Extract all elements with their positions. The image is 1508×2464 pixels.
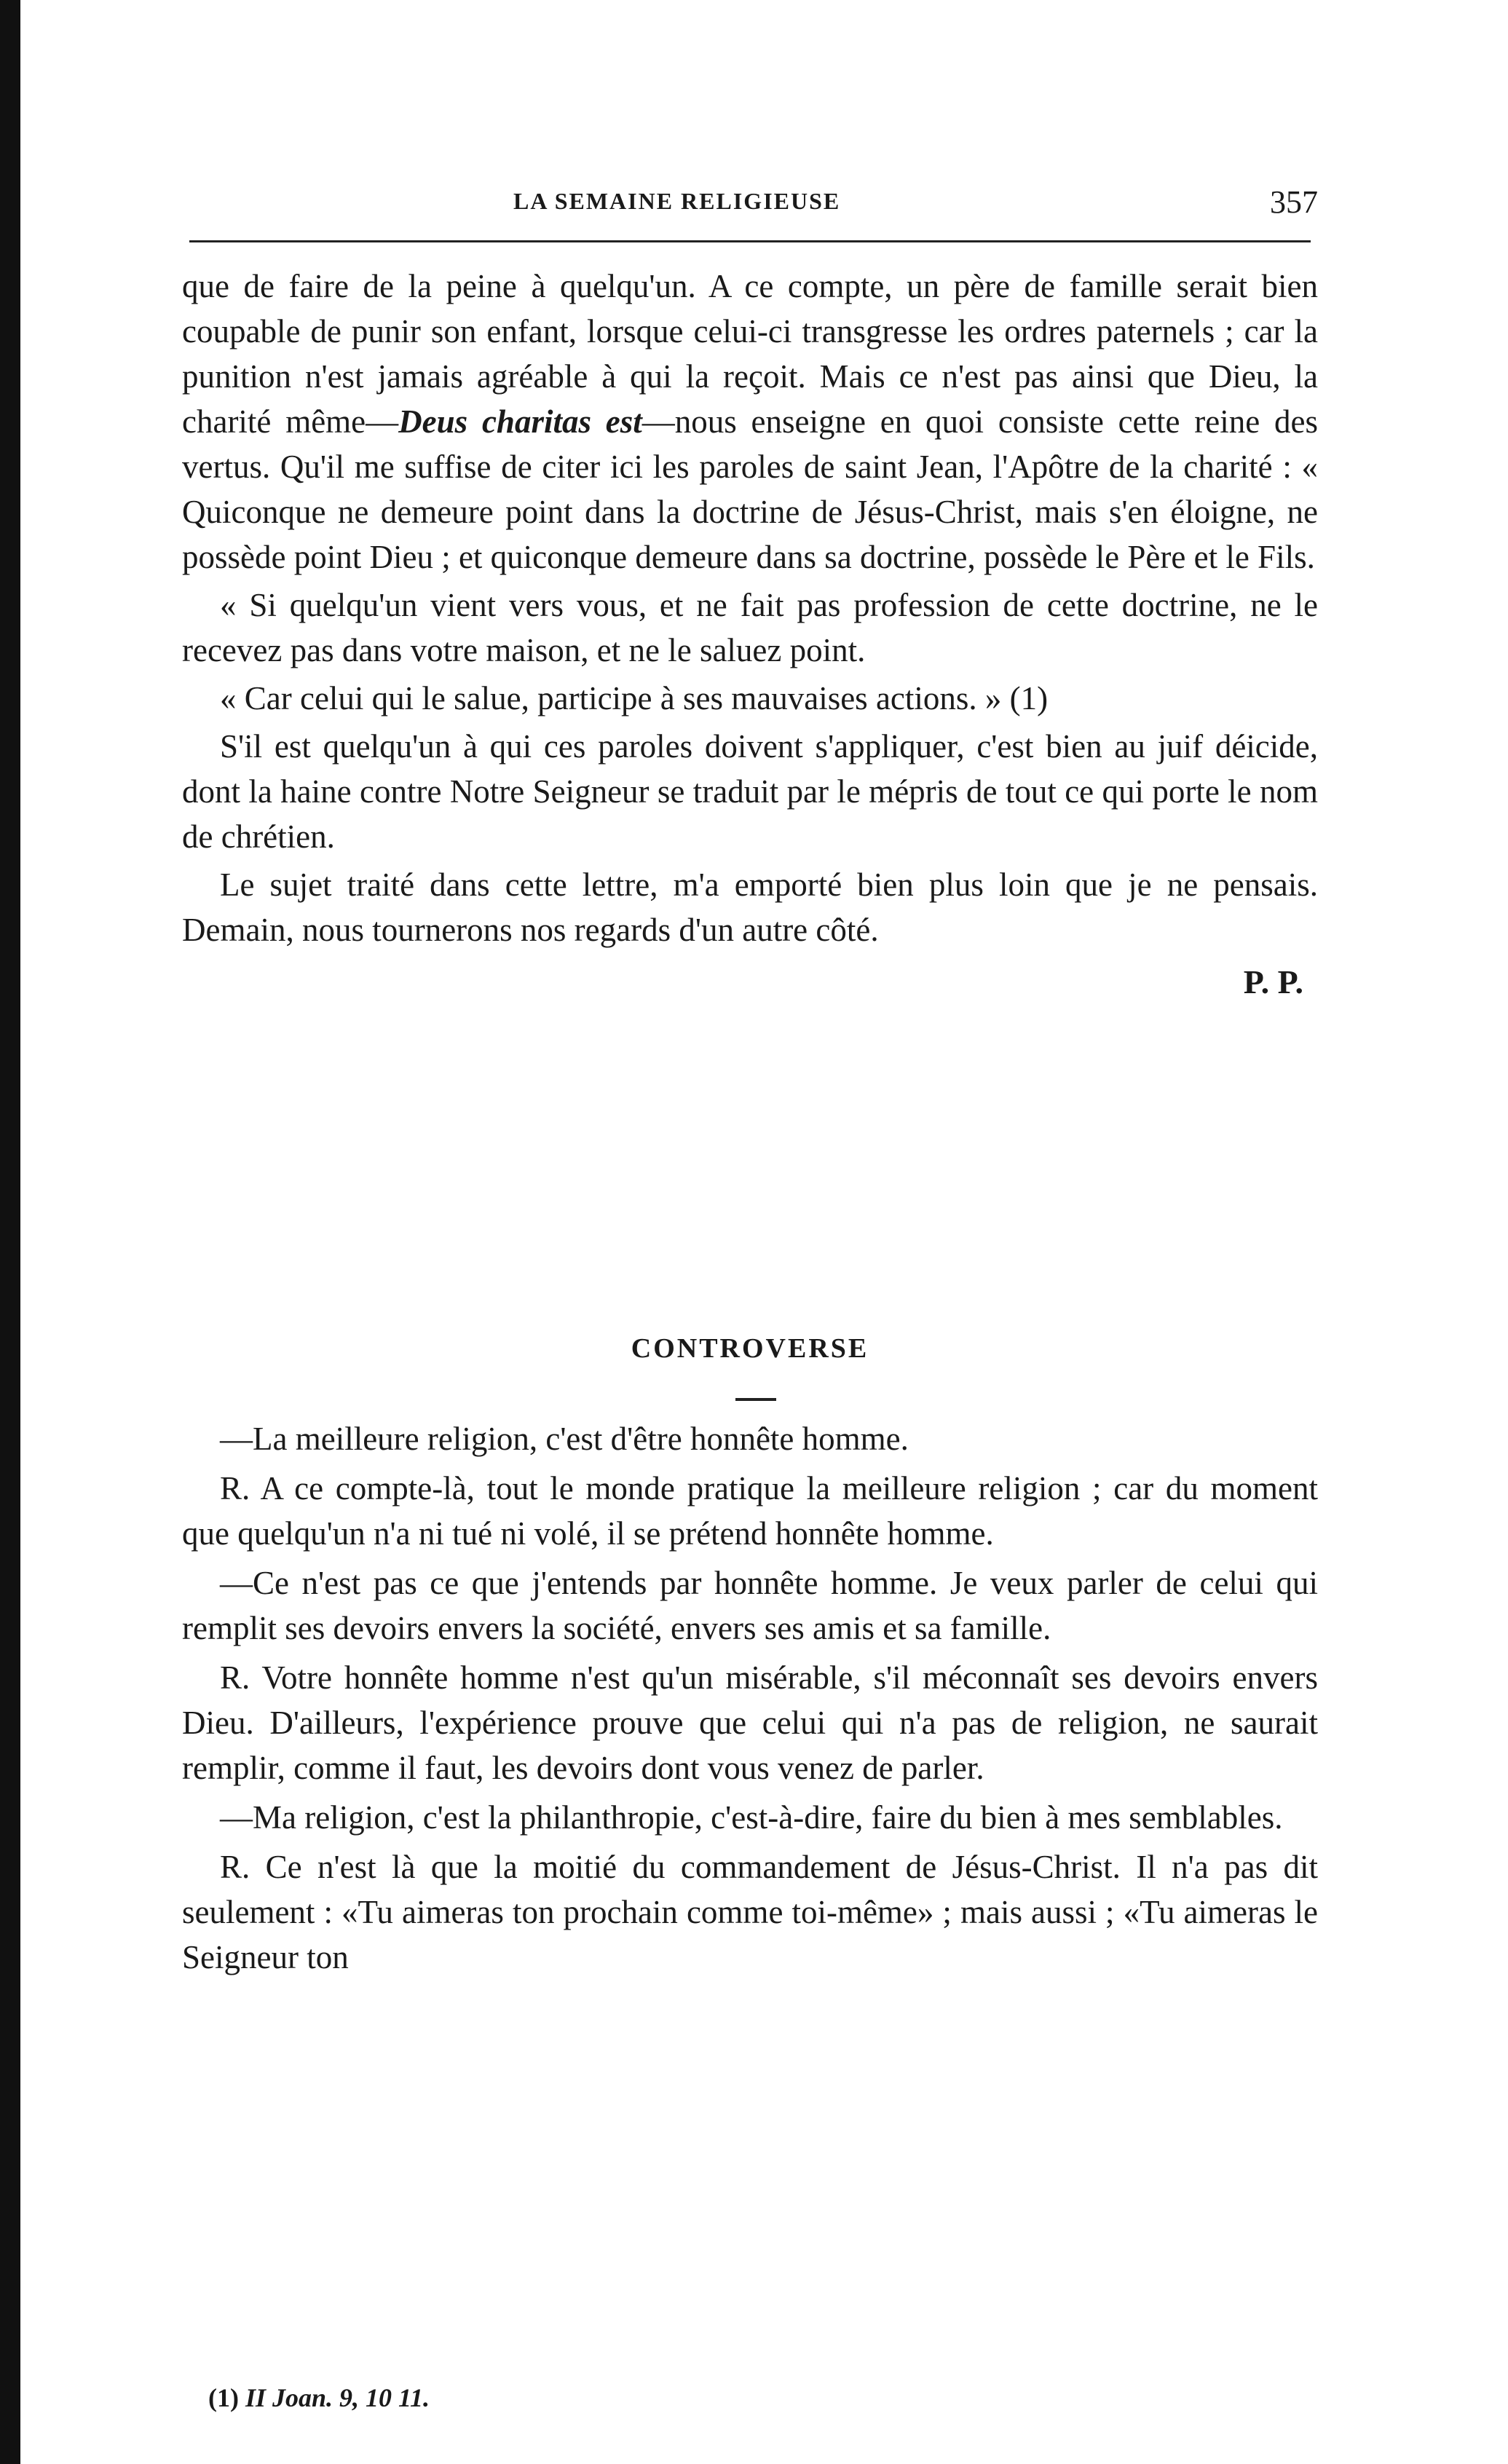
footnote-marker: (1) — [208, 2383, 239, 2412]
section-rule — [735, 1398, 776, 1401]
scan-edge — [0, 0, 20, 2464]
paragraph-3: « Car celui qui le salue, participe à ses mauvaises actions. » (1) — [220, 680, 1049, 716]
dialogue-line: R. Votre honnête homme n'est qu'un misérable, s'il méconnaît ses devoirs envers Dieu. D'ailleurs, l'expérience prouve que celui qui n'a pas de religion, ne saurait remplir, comme il faut, les devoirs dont vous venez de parler. — [182, 1659, 1318, 1786]
dialogue-line: —La meilleure religion, c'est d'être honnête homme. — [220, 1421, 909, 1457]
paragraph-1-text-a: que de faire de la peine à quelqu'un. A ce compte, un père de famille serait bien coupable de punir son enfant, lorsque celui-ci transgresse les ordres paternels ; car la punition n'est jamais agréable à qui la reçoit. Mais ce n'est pas ainsi que Dieu, la charité même— — [182, 268, 1318, 440]
section-title: CONTROVERSE — [631, 1333, 869, 1364]
running-title: LA SEMAINE RELIGIEUSE — [513, 188, 841, 214]
paragraph-2: « Si quelqu'un vient vers vous, et ne fait pas profession de cette doctrine, ne le recevez pas dans votre maison, et ne le saluez point. — [182, 587, 1318, 668]
paragraph-1 — [182, 264, 1318, 580]
paragraph-4: S'il est quelqu'un à qui ces paroles doivent s'appliquer, c'est bien au juif déicide, dont la haine contre Notre Seigneur se traduit par le mépris de tout ce qui porte le nom de chrétien. — [182, 728, 1318, 855]
page-header — [182, 183, 1318, 227]
article-body — [182, 264, 1318, 1005]
header-rule — [189, 240, 1311, 242]
controversy-dialogue — [182, 1416, 1318, 1984]
paragraph-1-text-b: —nous enseigne en quoi consiste cette reine des vertus. Qu'il me suffise de citer ici les paroles de saint Jean, l'Apôtre de la charité : « Quiconque ne demeure point dans la doctrine de Jésus-Christ, mais s'en éloigne, ne possède point Dieu ; et quiconque demeure dans sa doctrine, possède le Père et le Fils. — [182, 403, 1318, 575]
page-number: 357 — [1270, 184, 1318, 220]
dialogue-line: —Ce n'est pas ce que j'entends par honnête homme. Je veux parler de celui qui remplit ses devoirs envers la société, envers ses amis et sa famille. — [182, 1565, 1318, 1646]
signature: P. P. — [1243, 963, 1303, 1000]
footnote-text: II Joan. 9, 10 11. — [245, 2383, 430, 2412]
dialogue-line: —Ma religion, c'est la philanthropie, c'est-à-dire, faire du bien à mes semblables. — [220, 1799, 1283, 1836]
dialogue-line: R. Ce n'est là que la moitié du commandement de Jésus-Christ. Il n'a pas dit seulement : «Tu aimeras ton prochain comme toi-même» ; mais aussi ; «Tu aimeras le Seigneur ton — [182, 1849, 1318, 1975]
book-page — [182, 0, 1318, 2464]
latin-quote: Deus charitas est — [398, 403, 642, 440]
dialogue-line: R. A ce compte-là, tout le monde pratique la meilleure religion ; car du moment que quelqu'un n'a ni tué ni volé, il se prétend honnête homme. — [182, 1470, 1318, 1552]
paragraph-5: Le sujet traité dans cette lettre, m'a emporté bien plus loin que je ne pensais. Demain, nous tournerons nos regards d'un autre côté. — [182, 866, 1318, 948]
footnote — [208, 2382, 430, 2413]
